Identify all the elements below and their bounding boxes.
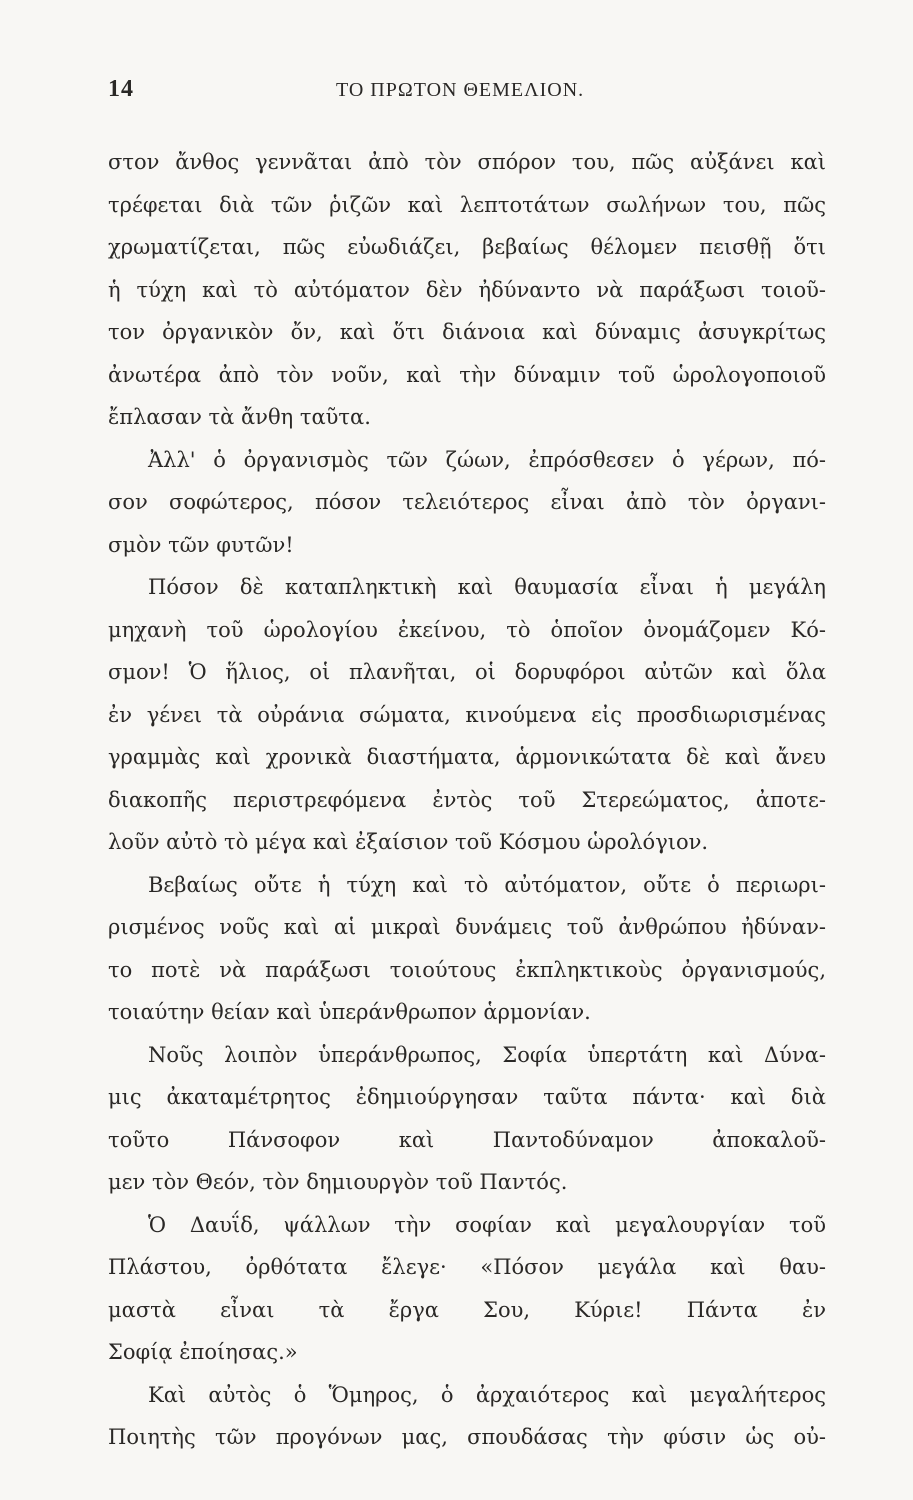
text-line: Ποιητὴς τῶν προγόνων μας, σπουδάσας τὴν φύσιν ὡς οὐ- (108, 1425, 826, 1449)
text-line: γραμμὰς καὶ χρονικὰ διαστήματα, ἁρμονικώτατα δὲ καὶ ἄνευ (108, 745, 826, 769)
text-line: Καὶ αὐτὸς ὁ Ὅμηρος, ὁ ἀρχαιότερος καὶ μεγαλήτερος (148, 1382, 826, 1407)
text-line: ἐν γένει τὰ οὐράνια σώματα, κινούμενα εἰς προσδιωρισμένας (108, 702, 826, 727)
text-line: Σοφίᾳ ἐποίησας.» (108, 1340, 298, 1364)
text-line: Νοῦς λοιπὸν ὑπεράνθρωπος, Σοφία ὑπερτάτη καὶ Δύνα- (148, 1042, 826, 1067)
text-line: ἔπλασαν τὰ ἄνθη ταῦτα. (108, 405, 371, 429)
text-line: σον σοφώτερος, πόσον τελειότερος εἶναι ἀπὸ τὸν ὀργανι- (108, 490, 826, 514)
text-line: στον ἄνθος γεννᾶται ἀπὸ τὸν σπόρον του, πῶς αὐξάνει καὶ (108, 150, 826, 174)
text-line: μις ἀκαταμέτρητος ἐδημιούργησαν ταῦτα πάντα· καὶ διὰ (108, 1085, 826, 1109)
text-line: τοῦτο Πάνσοφον καὶ Παντοδύναμον ἀποκαλοῦ- (108, 1127, 826, 1152)
text-line: σμον! Ὁ ἥλιος, οἱ πλανῆται, οἱ δορυφόροι αὐτῶν καὶ ὅλα (108, 660, 826, 684)
running-title: ΤΟ ΠΡΩΤΟΝ ΘΕΜΕΛΙΟΝ. (336, 79, 585, 101)
text-line: Ὁ Δαυΐδ, ψάλλων τὴν σοφίαν καὶ μεγαλουργίαν τοῦ (148, 1212, 826, 1237)
text-line: Πλάστου, ὀρθότατα ἔλεγε· «Πόσον μεγάλα καὶ θαυ- (108, 1255, 826, 1279)
page-header (108, 76, 828, 116)
text-line: μεν τὸν Θεόν, τὸν δημιουργὸν τοῦ Παντός. (108, 1170, 568, 1194)
text-line: μηχανὴ τοῦ ὡρολογίου ἐκείνου, τὸ ὁποῖον ὀνομάζομεν Κό- (108, 617, 826, 642)
text-line: διακοπῆς περιστρεφόμενα ἐντὸς τοῦ Στερεώματος, ἀποτε- (108, 787, 826, 812)
body-text (108, 141, 826, 1459)
text-line: το ποτὲ νὰ παράξωσι τοιούτους ἐκπληκτικοὺς ὀργανισμούς, (108, 957, 826, 982)
text-line: τοιαύτην θείαν καὶ ὑπεράνθρωπον ἁρμονίαν. (108, 1000, 591, 1024)
text-line: χρωματίζεται, πῶς εὐωδιάζει, βεβαίως θέλομεν πεισθῇ ὅτι (108, 235, 826, 259)
text-line: ἡ τύχη καὶ τὸ αὐτόματον δὲν ἠδύναντο νὰ παράξωσι τοιοῦ- (108, 277, 826, 302)
text-line: Ἀλλ' ὁ ὀργανισμὸς τῶν ζώων, ἐπρόσθεσεν ὁ γέρων, πό- (148, 447, 826, 472)
text-line: τρέφεται διὰ τῶν ῥιζῶν καὶ λεπτοτάτων σωλήνων του, πῶς (108, 192, 826, 217)
text-line: ἀνωτέρα ἀπὸ τὸν νοῦν, καὶ τὴν δύναμιν τοῦ ὡρολογοποιοῦ (108, 362, 826, 387)
text-line: Πόσον δὲ καταπληκτικὴ καὶ θαυμασία εἶναι ἡ μεγάλη (148, 575, 826, 599)
page-number: 14 (108, 76, 134, 102)
text-line: μαστὰ εἶναι τὰ ἔργα Σου, Κύριε! Πάντα ἐν (108, 1297, 826, 1322)
text-line: σμὸν τῶν φυτῶν! (108, 532, 294, 557)
text-line: λοῦν αὐτὸ τὸ μέγα καὶ ἐξαίσιον τοῦ Κόσμου ὡρολόγιον. (108, 830, 709, 854)
text-line: Βεβαίως οὔτε ἡ τύχη καὶ τὸ αὐτόματον, οὔτε ὁ περιωρι- (148, 872, 826, 897)
text-line: ρισμένος νοῦς καὶ αἱ μικραὶ δυνάμεις τοῦ ἀνθρώπου ἠδύναν- (108, 915, 826, 939)
text-line: τον ὀργανικὸν ὄν, καὶ ὅτι διάνοια καὶ δύναμις ἀσυγκρίτως (108, 320, 826, 344)
